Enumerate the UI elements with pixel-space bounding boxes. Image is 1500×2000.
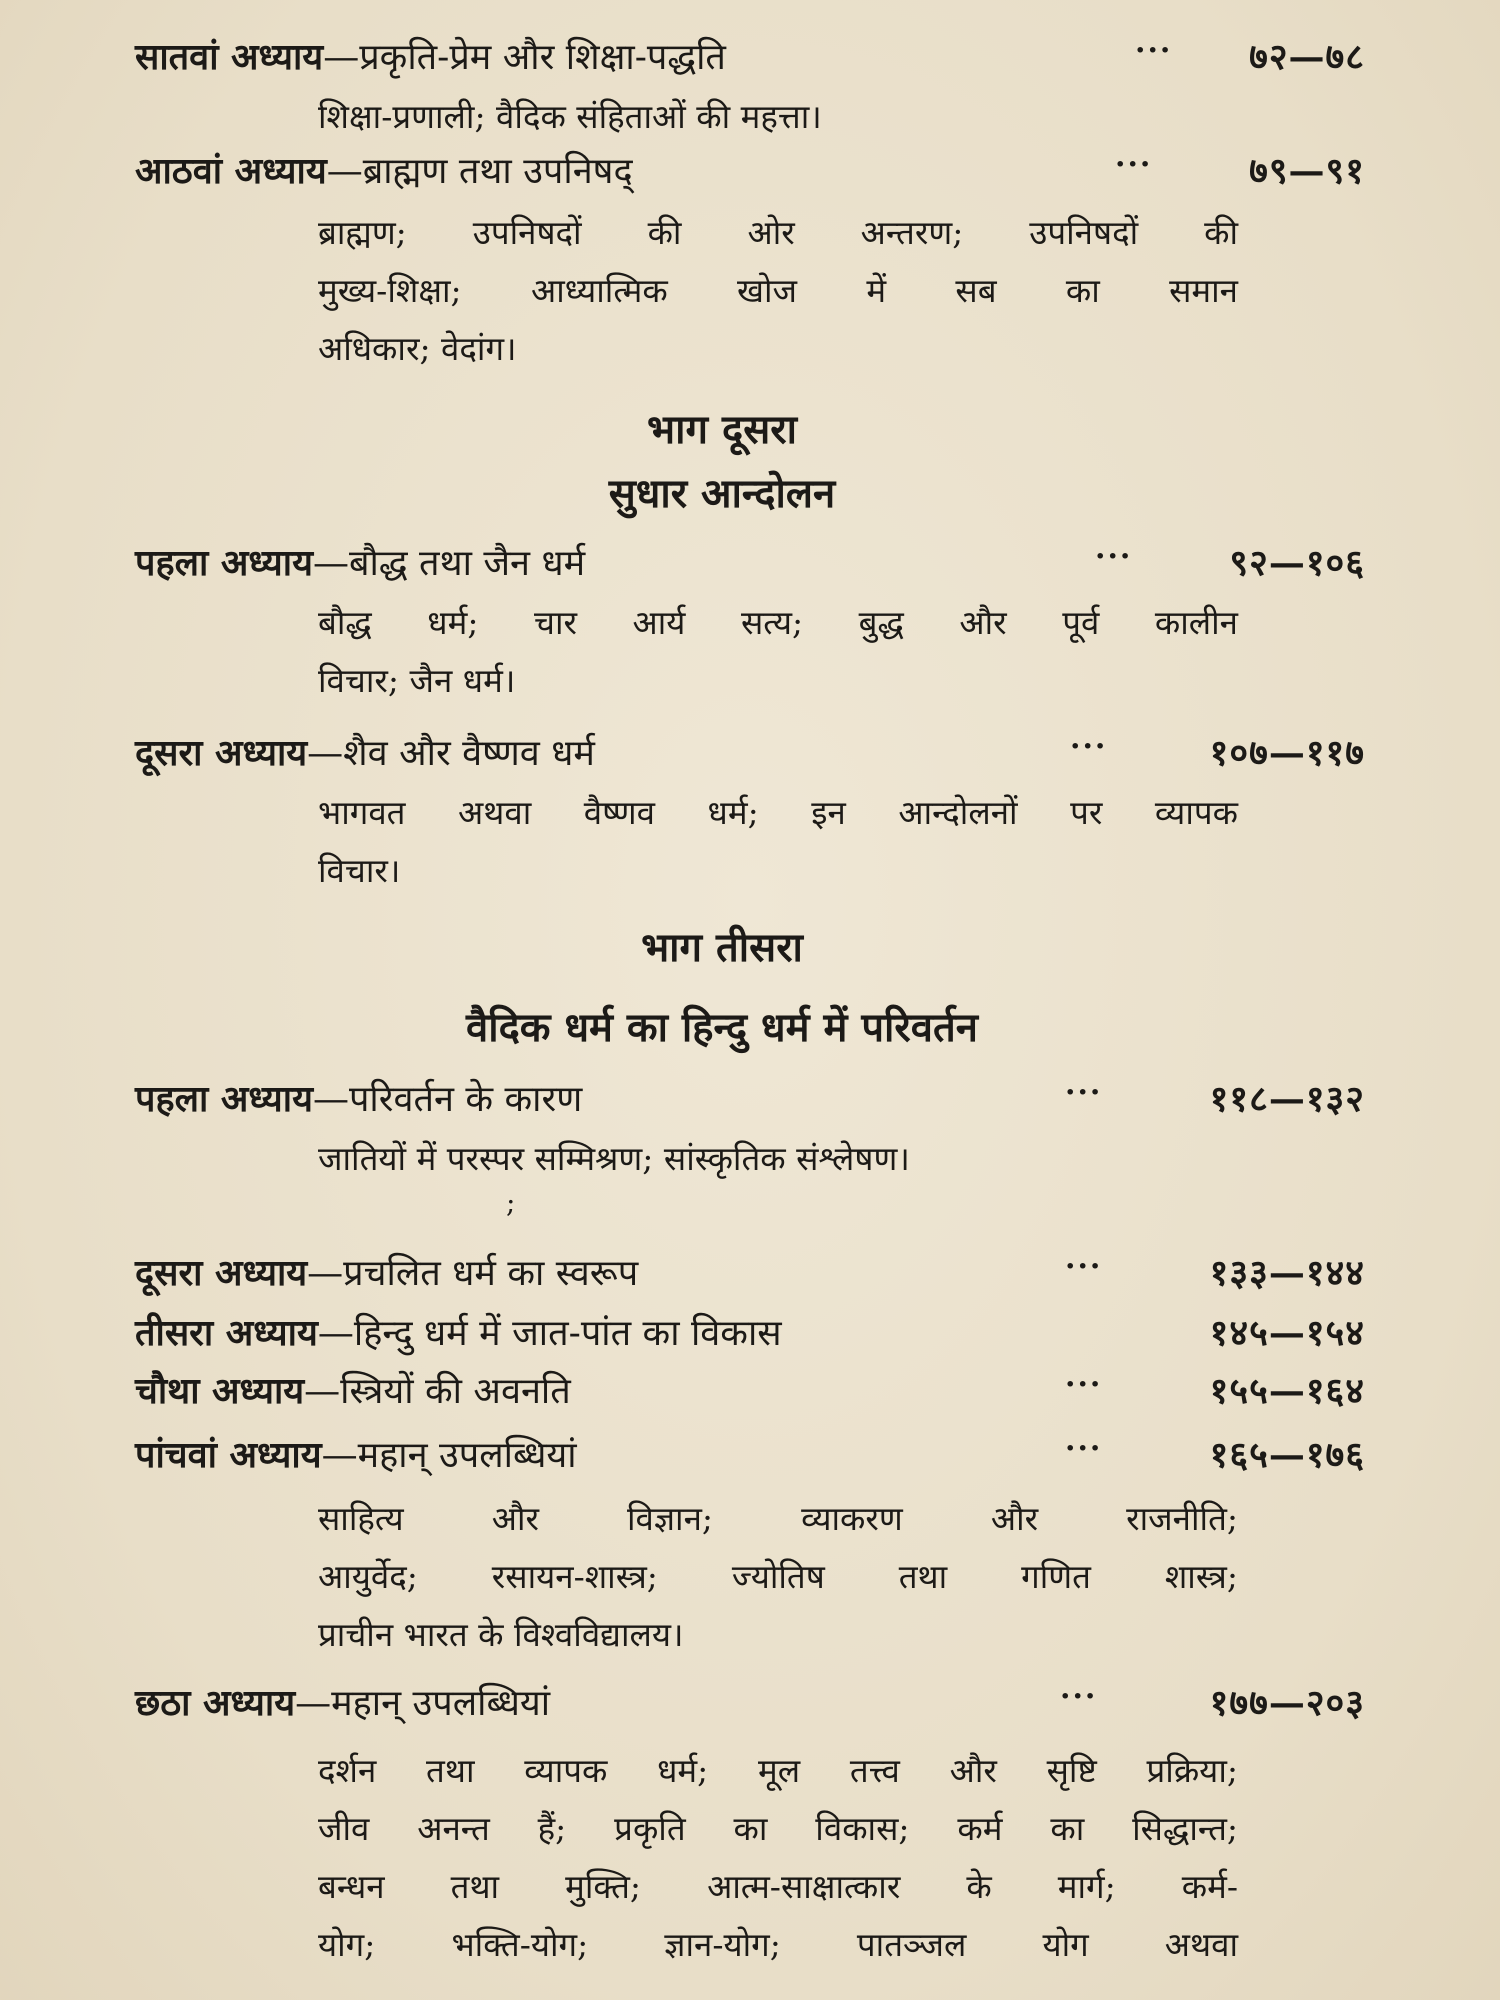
chapter-title: दूसरा अध्याय—शैव और वैष्णव धर्म: [135, 732, 595, 774]
leader-dots: ···: [1060, 1679, 1098, 1714]
chapter-title: सातवां अध्याय—प्रकृति-प्रेम और शिक्षा-पद्धति: [135, 36, 726, 78]
part-heading: भाग तीसरा: [641, 924, 803, 971]
leader-dots: ···: [1065, 1431, 1103, 1466]
chapter-name: बौद्ध तथा जैन धर्म: [348, 543, 586, 584]
chapter-title: पहला अध्याय—परिवर्तन के कारण: [135, 1078, 583, 1120]
chapter-name: महान् उपलब्धियां: [331, 1683, 551, 1724]
page-range: १४५—१५४: [1209, 1312, 1365, 1354]
leader-dots: ···: [1065, 1075, 1103, 1110]
chapter-title: पांचवां अध्याय—महान् उपलब्धियां: [135, 1434, 577, 1476]
description-line: विचार; जैन धर्म।: [318, 661, 516, 700]
leader-dots: ···: [1115, 147, 1153, 182]
chapter-title: चौथा अध्याय—स्त्रियों की अवनति: [135, 1370, 571, 1412]
chapter-entry: [135, 146, 1365, 196]
description-line: भागवत अथवा वैष्णव धर्म; इन आन्दोलनों पर व्यापक: [318, 793, 1238, 832]
chapter-description: [318, 204, 1238, 378]
chapter-name: ब्राह्मण तथा उपनिषद्: [362, 151, 633, 192]
chapter-description: [318, 1490, 1238, 1664]
chapter-label: तीसरा अध्याय: [135, 1312, 318, 1354]
chapter-description: [318, 1742, 1238, 1974]
chapter-label: पहला अध्याय: [135, 542, 313, 584]
page-range: ९२—१०६: [1229, 542, 1365, 584]
leader-dots: ···: [1070, 729, 1108, 764]
leader-dots: ···: [1065, 1367, 1103, 1402]
chapter-label: पांचवां अध्याय: [135, 1434, 322, 1476]
page-range: १५५—१६४: [1209, 1370, 1365, 1412]
page-range: ७२—७८: [1249, 36, 1365, 78]
description-line: अधिकार; वेदांग।: [318, 329, 517, 368]
chapter-name: महान् उपलब्धियां: [357, 1435, 577, 1476]
chapter-entry: [135, 728, 1365, 778]
description-line: प्राचीन भारत के विश्वविद्यालय।: [318, 1615, 684, 1654]
chapter-title: दूसरा अध्याय—प्रचलित धर्म का स्वरूप: [135, 1252, 639, 1294]
chapter-description: [318, 594, 1238, 710]
leader-dots: ···: [1095, 539, 1133, 574]
description-line: जीव अनन्त हैं; प्रकृति का विकास; कर्म का सिद्धान्त;: [318, 1809, 1238, 1848]
description-line: जातियों में परस्पर सम्मिश्रण; सांस्कृतिक संश्लेषण।: [318, 1139, 910, 1178]
chapter-name: प्रकृति-प्रेम और शिक्षा-पद्धति: [359, 37, 726, 78]
stray-mark: ;: [506, 1186, 516, 1219]
chapter-name: परिवर्तन के कारण: [348, 1079, 583, 1120]
page-range: १३३—१४४: [1209, 1252, 1365, 1294]
chapter-label: दूसरा अध्याय: [135, 1252, 308, 1294]
chapter-entry: [135, 538, 1365, 588]
chapter-name: स्त्रियों की अवनति: [340, 1371, 571, 1412]
chapter-label: दूसरा अध्याय: [135, 732, 308, 774]
chapter-entry: [135, 1074, 1365, 1124]
chapter-entry: [135, 1430, 1365, 1480]
chapter-label: आठवां अध्याय: [135, 150, 327, 192]
description-line: शिक्षा-प्रणाली; वैदिक संहिताओं की महत्ता।: [318, 97, 822, 136]
description-line: आयुर्वेद; रसायन-शास्त्र; ज्योतिष तथा गणित शास्त्र;: [318, 1557, 1238, 1596]
description-line: दर्शन तथा व्यापक धर्म; मूल तत्त्व और सृष्टि प्रक्रिया;: [318, 1751, 1238, 1790]
page-range: १६५—१७६: [1209, 1434, 1365, 1476]
chapter-label: छठा अध्याय: [135, 1682, 296, 1724]
page-range: ११८—१३२: [1209, 1078, 1365, 1120]
chapter-label: चौथा अध्याय: [135, 1370, 305, 1412]
part-subheading: सुधार आन्दोलन: [608, 470, 836, 517]
page-range: १७७—२०३: [1209, 1682, 1365, 1724]
chapter-label: सातवां अध्याय: [135, 36, 324, 78]
chapter-title: आठवां अध्याय—ब्राह्मण तथा उपनिषद्: [135, 150, 633, 192]
leader-dots: ···: [1135, 33, 1173, 68]
chapter-entry: [135, 1308, 1365, 1358]
description-line: बौद्ध धर्म; चार आर्य सत्य; बुद्ध और पूर्व कालीन: [318, 603, 1238, 642]
description-line: ब्राह्मण; उपनिषदों की ओर अन्तरण; उपनिषदों की: [318, 213, 1238, 252]
description-line: मुख्य-शिक्षा; आध्यात्मिक खोज में सब का समान: [318, 271, 1238, 310]
page-range: १०७—११७: [1209, 732, 1365, 774]
part-subheading: वैदिक धर्म का हिन्दु धर्म में परिवर्तन: [465, 1004, 979, 1051]
chapter-description: [318, 88, 1238, 146]
chapter-label: पहला अध्याय: [135, 1078, 313, 1120]
chapter-name: प्रचलित धर्म का स्वरूप: [343, 1253, 639, 1294]
chapter-title: पहला अध्याय—बौद्ध तथा जैन धर्म: [135, 542, 586, 584]
leader-dots: ···: [1065, 1249, 1103, 1284]
chapter-name: हिन्दु धर्म में जात-पांत का विकास: [353, 1313, 782, 1354]
chapter-name: शैव और वैष्णव धर्म: [343, 733, 595, 774]
description-line: बन्धन तथा मुक्ति; आत्म-साक्षात्कार के मार्ग; कर्म-: [318, 1867, 1238, 1906]
page-range: ७९—९१: [1249, 150, 1365, 192]
chapter-description: [318, 784, 1238, 900]
chapter-title: छठा अध्याय—महान् उपलब्धियां: [135, 1682, 551, 1724]
chapter-entry: [135, 32, 1365, 82]
part-heading: भाग दूसरा: [647, 406, 797, 453]
chapter-entry: [135, 1248, 1365, 1298]
description-line: साहित्य और विज्ञान; व्याकरण और राजनीति;: [318, 1499, 1238, 1538]
description-line: योग; भक्ति-योग; ज्ञान-योग; पातञ्जल योग अथवा: [318, 1925, 1238, 1964]
chapter-entry: [135, 1678, 1365, 1728]
chapter-description: [318, 1130, 1238, 1188]
chapter-title: तीसरा अध्याय—हिन्दु धर्म में जात-पांत का विकास: [135, 1312, 782, 1354]
chapter-entry: [135, 1366, 1365, 1416]
description-line: विचार।: [318, 851, 401, 890]
